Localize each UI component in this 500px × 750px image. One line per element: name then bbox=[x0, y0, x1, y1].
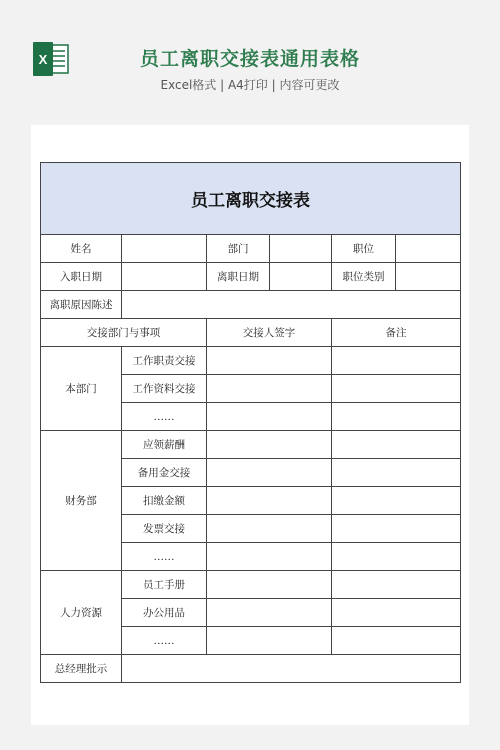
notes-field[interactable] bbox=[332, 375, 461, 403]
section-label-hr: 人力资源 bbox=[41, 571, 122, 655]
gm-approval-label: 总经理批示 bbox=[41, 655, 122, 683]
form-title: 员工离职交接表 bbox=[41, 163, 461, 235]
signature-field[interactable] bbox=[207, 543, 332, 571]
item-label: 员工手册 bbox=[122, 571, 207, 599]
dept-field[interactable] bbox=[270, 235, 332, 263]
item-label: …… bbox=[122, 543, 207, 571]
svg-text:X: X bbox=[38, 52, 48, 67]
notes-field[interactable] bbox=[332, 543, 461, 571]
table-header-row bbox=[41, 319, 461, 347]
hire-date-label: 入职日期 bbox=[41, 263, 122, 291]
signature-field[interactable] bbox=[207, 431, 332, 459]
signature-field[interactable] bbox=[207, 515, 332, 543]
signature-field[interactable] bbox=[207, 599, 332, 627]
item-label: 应领薪酬 bbox=[122, 431, 207, 459]
handover-form-table bbox=[40, 162, 461, 683]
position-type-label: 职位类别 bbox=[332, 263, 396, 291]
signature-field[interactable] bbox=[207, 571, 332, 599]
name-label: 姓名 bbox=[41, 235, 122, 263]
table-row bbox=[41, 655, 461, 683]
page-subtitle: Excel格式 | A4打印 | 内容可更改 bbox=[160, 78, 340, 92]
notes-field[interactable] bbox=[332, 347, 461, 375]
name-field[interactable] bbox=[122, 235, 207, 263]
gm-approval-field[interactable] bbox=[122, 655, 461, 683]
position-label: 职位 bbox=[332, 235, 396, 263]
item-label: …… bbox=[122, 627, 207, 655]
table-row bbox=[41, 291, 461, 319]
position-field[interactable] bbox=[396, 235, 461, 263]
position-type-field[interactable] bbox=[396, 263, 461, 291]
form-sheet bbox=[31, 125, 469, 725]
notes-field[interactable] bbox=[332, 487, 461, 515]
notes-field[interactable] bbox=[332, 459, 461, 487]
leave-reason-field[interactable] bbox=[122, 291, 461, 319]
signature-field[interactable] bbox=[207, 403, 332, 431]
notes-field[interactable] bbox=[332, 515, 461, 543]
dept-items-header: 交接部门与事项 bbox=[41, 319, 207, 347]
page-title: 员工离职交接表通用表格 bbox=[139, 48, 360, 70]
hire-date-field[interactable] bbox=[122, 263, 207, 291]
item-label: …… bbox=[122, 403, 207, 431]
table-row bbox=[41, 235, 461, 263]
notes-field[interactable] bbox=[332, 571, 461, 599]
item-label: 备用金交接 bbox=[122, 459, 207, 487]
item-label: 工作资料交接 bbox=[122, 375, 207, 403]
table-row bbox=[41, 431, 461, 459]
signature-header: 交接人签字 bbox=[207, 319, 332, 347]
leave-date-label: 离职日期 bbox=[207, 263, 270, 291]
section-label-own-dept: 本部门 bbox=[41, 347, 122, 431]
table-row bbox=[41, 571, 461, 599]
signature-field[interactable] bbox=[207, 487, 332, 515]
table-row bbox=[41, 263, 461, 291]
notes-field[interactable] bbox=[332, 431, 461, 459]
table-row bbox=[41, 347, 461, 375]
signature-field[interactable] bbox=[207, 347, 332, 375]
item-label: 工作职责交接 bbox=[122, 347, 207, 375]
signature-field[interactable] bbox=[207, 375, 332, 403]
signature-field[interactable] bbox=[207, 627, 332, 655]
leave-reason-label: 离职原因陈述 bbox=[41, 291, 122, 319]
dept-label: 部门 bbox=[207, 235, 270, 263]
notes-header: 备注 bbox=[332, 319, 461, 347]
item-label: 发票交接 bbox=[122, 515, 207, 543]
notes-field[interactable] bbox=[332, 403, 461, 431]
item-label: 办公用品 bbox=[122, 599, 207, 627]
page-header bbox=[0, 0, 500, 125]
signature-field[interactable] bbox=[207, 459, 332, 487]
leave-date-field[interactable] bbox=[270, 263, 332, 291]
notes-field[interactable] bbox=[332, 599, 461, 627]
notes-field[interactable] bbox=[332, 627, 461, 655]
section-label-finance: 财务部 bbox=[41, 431, 122, 571]
item-label: 扣缴金额 bbox=[122, 487, 207, 515]
